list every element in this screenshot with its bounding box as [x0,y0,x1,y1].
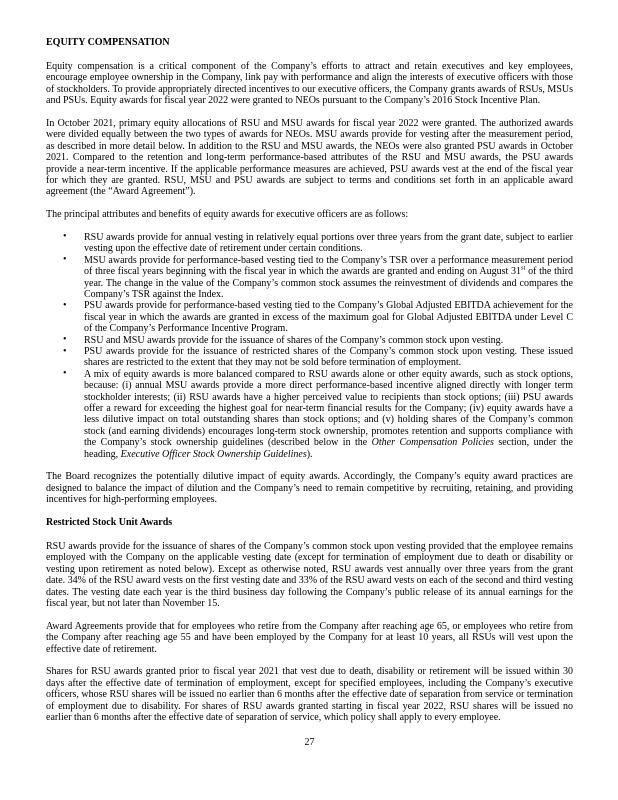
paragraph-principal-attributes: The principal attributes and benefits of equity awards for executive officers are as follows: [46,209,409,221]
list-item-psu-issuance [46,346,573,369]
list-item-text: RSU awards provide for annual vesting in relatively equal portions over three years from the grant date, subject to earlier vesting upon the effective date of retirement under certain conditions. [84,231,573,255]
msu-text-post: of the third year. The change in the value of the Company’s common stock assumes the reinvestment of dividends and compares the Company’s TSR against the Index. [84,266,573,300]
paragraph-rsu-issuance: RSU awards provide for the issuance of shares of the Company’s common stock upon vesting provided that the employee remains employed with the Company on the applicable vesting date (except for termination of employment due to death or disability or vesting upon retirement as noted below). Except as otherwise noted, RSU awards vest annually over three years from the grant date. 34% of the RSU award vests on the first vesting date and 33% of the RSU award vests on each of the second and third vesting dates. The vesting date each year is the third business day following the Company’s public release of its annual earnings for the fiscal year, but not later than November 15. [46,540,573,610]
mix-text-post: ). [306,448,313,460]
bullet-icon: • [63,334,67,346]
bullet-list [46,232,573,460]
list-item-text: PSU awards provide for the issuance of restricted shares of the Company’s common stock upon vesting. These issued shares are restricted to the extent that they may not be sold before termination of employment. [84,346,573,369]
paragraph-rsu-share-issuance-timing: Shares for RSU awards granted prior to fiscal year 2021 that vest due to death, disability or retirement will be issued within 30 days after the effective date of termination of employment, except for specified employees, including the Company’s executive officers, whose RSU shares will be issued no earlier than 6 months after the effective date of separation from service or termination of employment due to disability. For shares of RSU awards granted starting in fiscal year 2022, RSU shares will be issued no earlier than 6 months after the effective date of separation of service, which policy shall apply to every employee. [46,666,573,724]
paragraph-october-grants: In October 2021, primary equity allocations of RSU and MSU awards for fiscal year 2022 were granted. The authorized awards were divided equally between the two types of awards for NEOs. MSU awards provide for vesting after the measurement period, as described in more detail below. In addition to the RSU and MSU awards, the NEOs were also granted PSU awards in October 2021. Compared to the retention and long-term performance-based attributes of the RSU and MSU awards, the PSU awards provide a near-term incentive. If the applicable performance measures are achieved, PSU awards vest at the end of the fiscal year for which they are granted. RSU, MSU and PSU awards are subject to terms and conditions set forth in an applicable award agreement (the “Award Agreement”). [46,117,573,198]
bullet-icon: • [63,254,67,266]
section-heading-restricted-stock-unit-awards: Restricted Stock Unit Awards [46,517,173,529]
msu-text-pre: MSU awards provide for performance-based vesting tied to the Company’s TSR over a performance measurement period of three fiscal years beginning with the fiscal year in which the awards are granted and ending on August 31 [84,254,573,278]
list-item-rsu-msu-issuance [46,335,573,346]
list-item-psu-vesting [46,300,573,334]
section-heading-equity-compensation: EQUITY COMPENSATION [46,37,170,48]
list-item-award-mix [46,369,573,460]
bullet-icon: • [63,231,67,243]
italic-stock-ownership-guidelines: Executive Officer Stock Ownership Guidelines [120,448,307,460]
list-item-msu-vesting [46,255,573,301]
list-item-text [84,369,573,460]
italic-other-compensation-policies: Other Compensation Policies [371,437,494,449]
mix-text-mid: section, under the heading, [84,437,573,460]
mix-text-pre: A mix of equity awards is more balanced compared to RSU awards alone or other equity awards, such as stock options, because: (i) annual MSU awards provide a more direct performance-based incentive aligned directly with longer term stockholder interests; (ii) RSU awards have a higher perceived value to recipients than stock options; (iii) PSU awards offer a reward for exceeding the highest goal for near-term financial results for the Company; (iv) equity awards have a less dilutive impact on total outstanding shares than stock options; and (v) holding shares of the Company’s common stock (and earning dividends) encourages long-term stock ownership, promotes retention and supports compliance with the Company’s stock ownership guidelines (described below in the [84,368,573,449]
paragraph-rsu-retirement: Award Agreements provide that for employees who retire from the Company after reaching age 65, or employees who retire from the Company after reaching age 55 and have been employed by the Company for at least 10 years, all RSUs will vest upon the effective date of retirement. [46,620,573,655]
list-item-rsu-vesting [46,232,573,255]
paragraph-equity-intro: Equity compensation is a critical component of the Company’s efforts to attract and retain executives and key employees, encourage employee ownership in the Company, link pay with performance and align the interests of executive officers with those of stockholders. To provide appropriately directed incentives to our executive officers, the Company grants awards of RSUs, MSUs and PSUs. Equity awards for fiscal year 2022 were granted to NEOs pursuant to the Company’s 2016 Stock Incentive Plan. [46,60,573,107]
bullet-icon: • [63,368,67,380]
list-item-text [84,255,573,300]
paragraph-board-dilution: The Board recognizes the potentially dilutive impact of equity awards. Accordingly, the Company’s equity award practices are designed to balance the impact of dilution and the Company’s need to remain competitive by recruiting, retaining, and providing incentives for high-performing employees. [46,471,573,506]
bullet-icon: • [63,299,67,311]
page-number: 27 [304,737,315,749]
list-item-text: RSU and MSU awards provide for the issuance of shares of the Company’s common stock upon vesting. [84,334,504,346]
list-item-text: PSU awards provide for performance-based vesting tied to the Company’s Global Adjusted EBITDA achievement for the fiscal year in which the awards are granted in excess of the maximum goal for Global Adjusted EBITDA under Level C of the Company’s Performance Incentive Program. [84,300,573,335]
bullet-icon: • [63,345,67,357]
ordinal-superscript: st [520,264,526,272]
